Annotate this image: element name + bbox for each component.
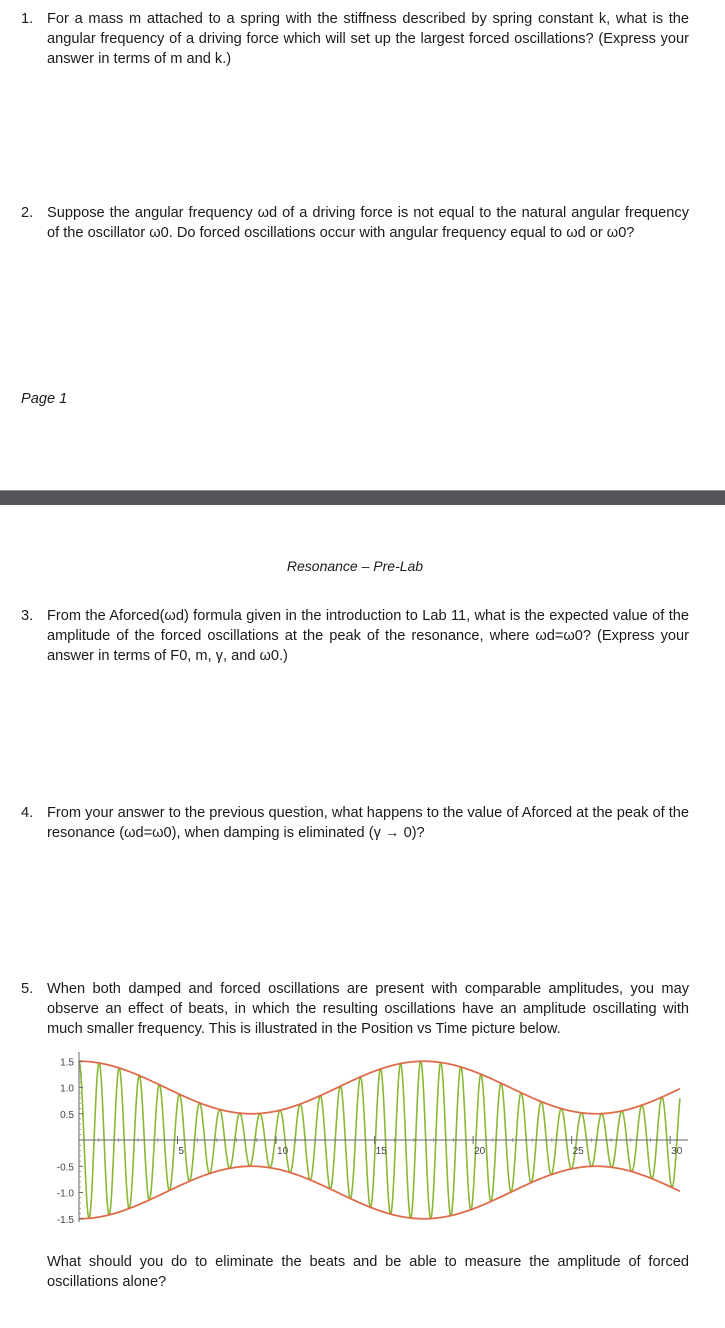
followup-text: What should you do to eliminate the beats and be able to measure the amplitude of forced oscillations alone? — [47, 1254, 689, 1290]
question-number: 4. — [21, 805, 34, 821]
x-tick-label: 20 — [474, 1146, 486, 1157]
y-tick-label: -1.5 — [56, 1214, 74, 1226]
y-tick-label: 1.5 — [60, 1057, 74, 1069]
question-3 — [21, 606, 689, 666]
page-separator — [0, 490, 725, 505]
lower-envelope-line — [79, 1166, 680, 1219]
y-tick-label: -0.5 — [56, 1162, 74, 1174]
x-tick-label: 5 — [178, 1146, 185, 1157]
question-2 — [21, 203, 689, 243]
question-5-followup — [21, 1252, 689, 1292]
question-text: From your answer to the previous question, what happens to the value of Aforced at the peak of the resonance (ωd=ω0), when damping is eliminated (γ → 0)? — [47, 805, 689, 841]
question-4 — [21, 803, 689, 843]
question-number: 5. — [21, 981, 34, 997]
question-text: When both damped and forced oscillations are present with comparable amplitudes, you may observe an effect of beats, in which the resulting oscillations have an amplitude oscillating with much smaller frequency. This is illustrated in the Position vs Time picture below. — [47, 981, 689, 1037]
question-number: 3. — [21, 608, 34, 624]
page-label: Page 1 — [21, 391, 68, 407]
x-tick-label: 10 — [277, 1146, 289, 1157]
y-tick-label: -1.0 — [56, 1188, 74, 1200]
y-tick-label: 0.5 — [60, 1109, 74, 1121]
y-tick-label: 1.0 — [60, 1083, 74, 1095]
question-1 — [21, 9, 689, 69]
question-number: 1. — [21, 11, 34, 27]
question-number: 2. — [21, 205, 34, 221]
x-tick-label: 15 — [375, 1146, 387, 1157]
x-tick-label: 25 — [572, 1146, 584, 1157]
question-text: From the Aforced(ωd) formula given in the introduction to Lab 11, what is the expected value of the amplitude of the forced oscillations at the peak of the resonance, where ωd=ω0? (Express your answer in terms of F0, m, γ, and ω0.) — [47, 608, 689, 664]
question-text: Suppose the angular frequency ωd of a driving force is not equal to the natural angular frequency of the oscillator ω0. Do forced oscillations occur with angular frequency equal to ωd or ω0? — [47, 205, 689, 241]
page-header: Resonance – Pre-Lab — [286, 558, 424, 574]
beats-position-vs-time-plot — [0, 1048, 725, 1234]
question-text: For a mass m attached to a spring with the stiffness described by spring constant k, what is the angular frequency of a driving force which will set up the largest forced oscillations? (Express your answer in terms of m and k.) — [47, 11, 689, 67]
upper-envelope-line — [79, 1061, 680, 1114]
question-5 — [21, 979, 689, 1039]
x-tick-label: 30 — [671, 1146, 683, 1157]
